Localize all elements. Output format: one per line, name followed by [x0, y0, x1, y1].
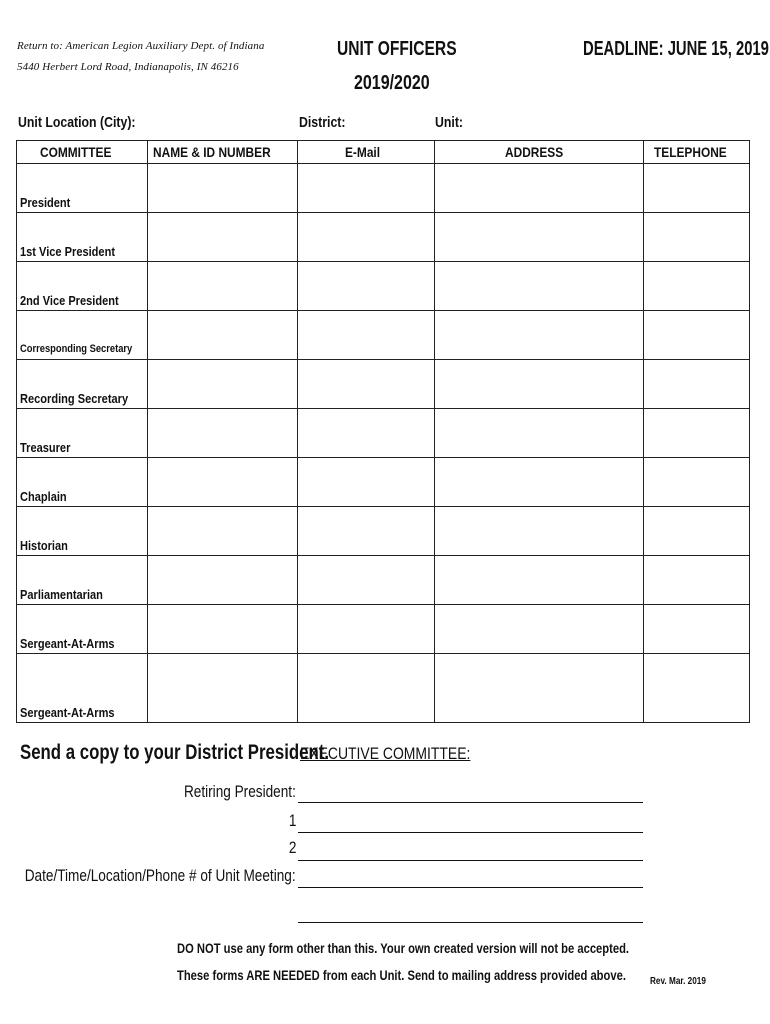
unit-meeting-line[interactable] — [298, 887, 643, 888]
table-row — [17, 213, 750, 262]
committee-line-1[interactable] — [298, 832, 643, 833]
address-cell[interactable] — [435, 654, 644, 723]
committee-line-1-label: 1 — [288, 811, 296, 830]
address-cell[interactable] — [435, 213, 644, 262]
telephone-cell[interactable] — [644, 458, 750, 507]
table-row — [17, 360, 750, 409]
role-cell: Chaplain — [17, 458, 148, 507]
telephone-cell[interactable] — [644, 360, 750, 409]
address-cell[interactable] — [435, 507, 644, 556]
name-id-cell[interactable] — [148, 654, 298, 723]
unit-meeting-line-2[interactable] — [298, 922, 643, 923]
email-cell[interactable] — [298, 507, 435, 556]
form-title: UNIT OFFICERS — [337, 38, 457, 60]
committee-line-2[interactable] — [298, 860, 643, 861]
table-header-row — [17, 141, 750, 164]
role-cell: Recording Secretary — [17, 360, 148, 409]
telephone-cell[interactable] — [644, 605, 750, 654]
table-row — [17, 605, 750, 654]
table-row — [17, 311, 750, 360]
name-id-cell[interactable] — [148, 605, 298, 654]
email-cell[interactable] — [298, 605, 435, 654]
address-cell[interactable] — [435, 360, 644, 409]
email-cell[interactable] — [298, 311, 435, 360]
unit-meeting-label: Date/Time/Location/Phone # of Unit Meeting: — [25, 866, 296, 885]
address-cell[interactable] — [435, 458, 644, 507]
role-cell: President — [17, 164, 148, 213]
role-cell: Treasurer — [17, 409, 148, 458]
name-id-cell[interactable] — [148, 262, 298, 311]
address-cell[interactable] — [435, 164, 644, 213]
address-cell[interactable] — [435, 556, 644, 605]
email-cell[interactable] — [298, 458, 435, 507]
email-cell[interactable] — [298, 556, 435, 605]
table-row — [17, 164, 750, 213]
unit-location-label: Unit Location (City): — [18, 114, 136, 131]
email-cell[interactable] — [298, 654, 435, 723]
send-copy-note: Send a copy to your District President. — [20, 741, 330, 764]
revision-date: Rev. Mar. 2019 — [650, 976, 706, 987]
name-id-cell[interactable] — [148, 213, 298, 262]
address-cell[interactable] — [435, 262, 644, 311]
telephone-cell[interactable] — [644, 164, 750, 213]
email-cell[interactable] — [298, 409, 435, 458]
role-cell: Sergeant-At-Arms — [17, 654, 148, 723]
column-header-email: E-Mail — [298, 141, 435, 164]
name-id-cell[interactable] — [148, 556, 298, 605]
telephone-cell[interactable] — [644, 262, 750, 311]
role-cell: 1st Vice President — [17, 213, 148, 262]
retiring-president-line[interactable] — [298, 802, 643, 803]
telephone-cell[interactable] — [644, 654, 750, 723]
table-row — [17, 654, 750, 723]
unit-label: Unit: — [435, 114, 464, 131]
role-cell: Historian — [17, 507, 148, 556]
name-id-cell[interactable] — [148, 507, 298, 556]
return-address-line2: 5440 Herbert Lord Road, Indianapolis, IN 46216 — [17, 61, 239, 73]
name-id-cell[interactable] — [148, 164, 298, 213]
column-header-telephone: TELEPHONE — [644, 141, 750, 164]
role-cell: Sergeant-At-Arms — [17, 605, 148, 654]
name-id-cell[interactable] — [148, 409, 298, 458]
telephone-cell[interactable] — [644, 556, 750, 605]
form-year: 2019/2020 — [354, 72, 430, 94]
address-cell[interactable] — [435, 311, 644, 360]
telephone-cell[interactable] — [644, 507, 750, 556]
district-label: District: — [299, 114, 346, 131]
email-cell[interactable] — [298, 213, 435, 262]
role-cell: 2nd Vice President — [17, 262, 148, 311]
committee-line-2-label: 2 — [288, 838, 296, 857]
email-cell[interactable] — [298, 262, 435, 311]
table-row — [17, 409, 750, 458]
column-header-name-id: NAME & ID NUMBER — [148, 141, 298, 164]
email-cell[interactable] — [298, 360, 435, 409]
telephone-cell[interactable] — [644, 213, 750, 262]
address-cell[interactable] — [435, 605, 644, 654]
table-row — [17, 458, 750, 507]
telephone-cell[interactable] — [644, 409, 750, 458]
notice-line-2: These forms ARE NEEDED from each Unit. Send to mailing address provided above. — [177, 967, 626, 983]
email-cell[interactable] — [298, 164, 435, 213]
return-address-line1: Return to: American Legion Auxiliary Dept. of Indiana — [17, 40, 265, 52]
column-header-address: ADDRESS — [435, 141, 644, 164]
executive-committee-heading: EXECUTIVE COMMITTEE: — [300, 744, 471, 763]
role-cell: Parliamentarian — [17, 556, 148, 605]
table-row — [17, 507, 750, 556]
role-cell: Corresponding Secretary — [17, 311, 148, 360]
name-id-cell[interactable] — [148, 458, 298, 507]
telephone-cell[interactable] — [644, 311, 750, 360]
address-cell[interactable] — [435, 409, 644, 458]
notice-line-1: DO NOT use any form other than this. Your own created version will not be accepted. — [177, 940, 630, 956]
deadline: DEADLINE: JUNE 15, 2019 — [583, 38, 769, 60]
table-row — [17, 556, 750, 605]
name-id-cell[interactable] — [148, 311, 298, 360]
name-id-cell[interactable] — [148, 360, 298, 409]
retiring-president-label: Retiring President: — [184, 782, 296, 801]
column-header-committee: COMMITTEE — [17, 141, 148, 164]
officers-table — [16, 140, 750, 723]
table-row — [17, 262, 750, 311]
